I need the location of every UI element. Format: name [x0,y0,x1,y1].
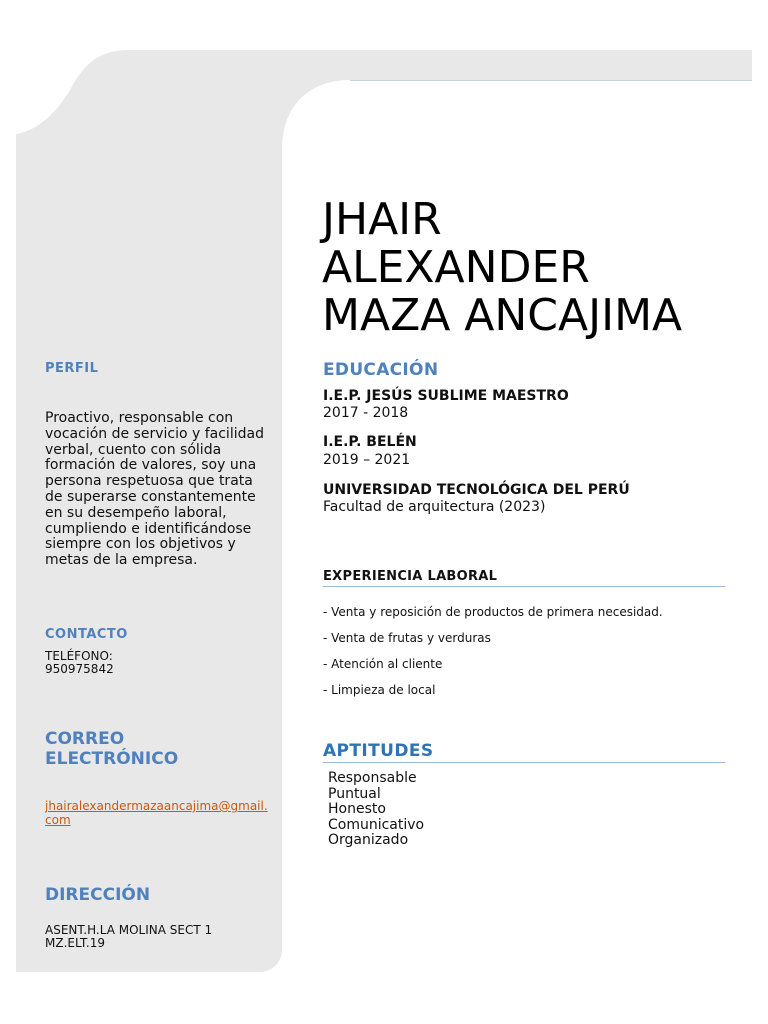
edu-detail-1: 2017 - 2018 [323,405,409,421]
name-line-1: JHAIR [322,194,442,245]
edu-detail-3: Facultad de arquitectura (2023) [323,499,546,515]
aptitud-item-1: Responsable [328,770,417,786]
email-link[interactable]: jhairalexandermazaancajima@gmail.com [45,799,268,827]
phone-label: TELÉFONO: [45,649,113,663]
aptitudes-list [328,771,424,849]
perfil-text: Proactivo, responsable con vocación de servicio y facilidad verbal, cuento con sólida formación de valores, soy una persona respetuosa que trata de superarse constantemente en su desempeño laboral, cumpliendo e identificándose siempre con los objetivos y metas de la empresa. [45,410,264,569]
edu-detail-2: 2019 – 2021 [323,452,411,468]
educacion-heading: EDUCACIÓN [323,360,439,380]
correo-heading-line2: ELECTRÓNICO [45,749,179,769]
exp-item-3: - Atención al cliente [323,657,443,671]
aptitud-item-2: Puntual [328,785,381,802]
edu-school-3: UNIVERSIDAD TECNOLÓGICA DEL PERÚ [323,482,630,498]
aptitud-item-4: Comunicativo [328,816,425,833]
exp-item-4: - Limpieza de local [323,683,436,697]
edu-school-2: I.E.P. BELÉN [323,434,417,450]
exp-item-2: - Venta de frutas y verduras [323,631,491,645]
name-line-3: MAZA ANCAJIMA [322,290,683,341]
phone-value: 950975842 [45,662,114,676]
correo-heading-line1: CORREO [45,729,125,749]
full-name [322,196,722,340]
aptitud-item-3: Honesto [328,801,386,818]
experiencia-rule [323,586,725,587]
edu-school-1: I.E.P. JESÚS SUBLIME MAESTRO [323,388,569,404]
direccion-line2: MZ.ELT.19 [45,936,105,950]
direccion-heading: DIRECCIÓN [45,885,151,905]
aptitud-item-5: Organizado [328,832,409,849]
exp-item-1: - Venta y reposición de productos de primera necesidad. [323,605,663,619]
contacto-heading: CONTACTO [45,627,128,642]
direccion-line1: ASENT.H.LA MOLINA SECT 1 [45,923,213,937]
experiencia-heading: EXPERIENCIA LABORAL [323,569,498,584]
aptitudes-rule [323,762,725,763]
aptitudes-heading: APTITUDES [323,741,434,761]
perfil-heading: PERFIL [45,361,99,376]
name-line-2: ALEXANDER [322,242,590,293]
